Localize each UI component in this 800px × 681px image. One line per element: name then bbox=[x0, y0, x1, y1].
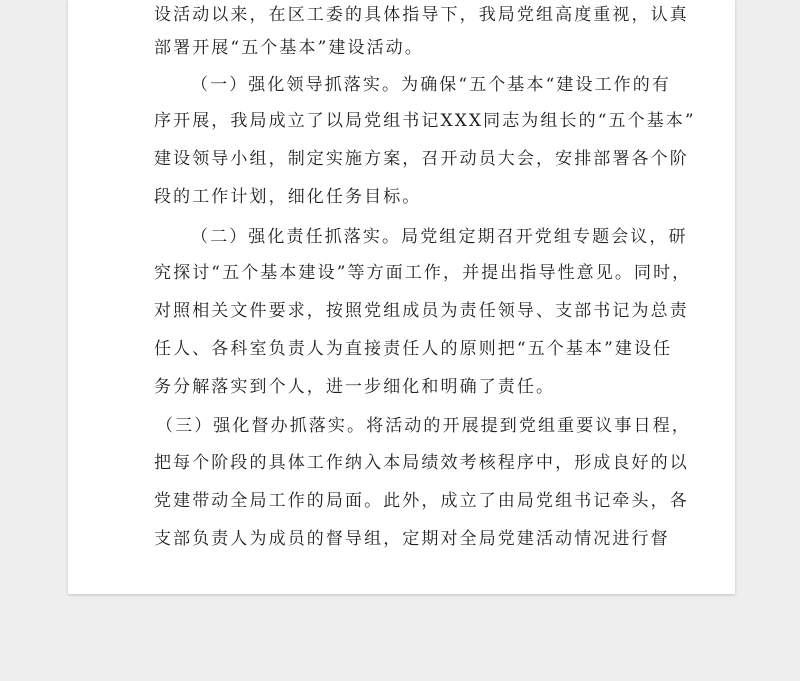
section-three-heading-line: （三）强化督办抓落实。将活动的开展提到党组重要议事日程， bbox=[156, 416, 691, 436]
body-text-line: 对照相关文件要求，按照党组成员为责任领导、支部书记为总责 bbox=[154, 301, 689, 321]
section-two-heading-line: （二）强化责任抓落实。局党组定期召开党组专题会议，研 bbox=[191, 227, 688, 247]
body-text-line: 党建带动全局工作的局面。此外，成立了由局党组书记牵头，各 bbox=[154, 491, 689, 511]
body-text-line: 段的工作计划，细化任务目标。 bbox=[154, 187, 422, 207]
body-text-line: 序开展，我局成立了以局党组书记XXX同志为组长的“五个基本” bbox=[154, 111, 696, 131]
body-text-line: 务分解落实到个人，进一步细化和明确了责任。 bbox=[154, 377, 556, 397]
section-one-heading-line: （一）强化领导抓落实。为确保“五个基本“建设工作的有 bbox=[191, 75, 671, 95]
body-text-line: 设活动以来，在区工委的具体指导下，我局党组高度重视，认真 bbox=[154, 5, 689, 25]
body-text-line: 任人、各科室负责人为直接责任人的原则把“五个基本”建设任 bbox=[154, 339, 673, 359]
body-text-line: 支部负责人为成员的督导组，定期对全局党建活动情况进行督 bbox=[154, 529, 670, 549]
document-page bbox=[68, 0, 735, 594]
body-text-line: 究探讨“五个基本建设”等方面工作，并提出指导性意见。同时， bbox=[154, 263, 692, 283]
body-text-line: 建设领导小组，制定实施方案，召开动员大会，安排部署各个阶 bbox=[154, 149, 689, 169]
body-text-line: 部署开展“五个基本”建设活动。 bbox=[154, 38, 424, 58]
body-text-line: 把每个阶段的具体工作纳入本局绩效考核程序中，形成良好的以 bbox=[154, 453, 689, 473]
